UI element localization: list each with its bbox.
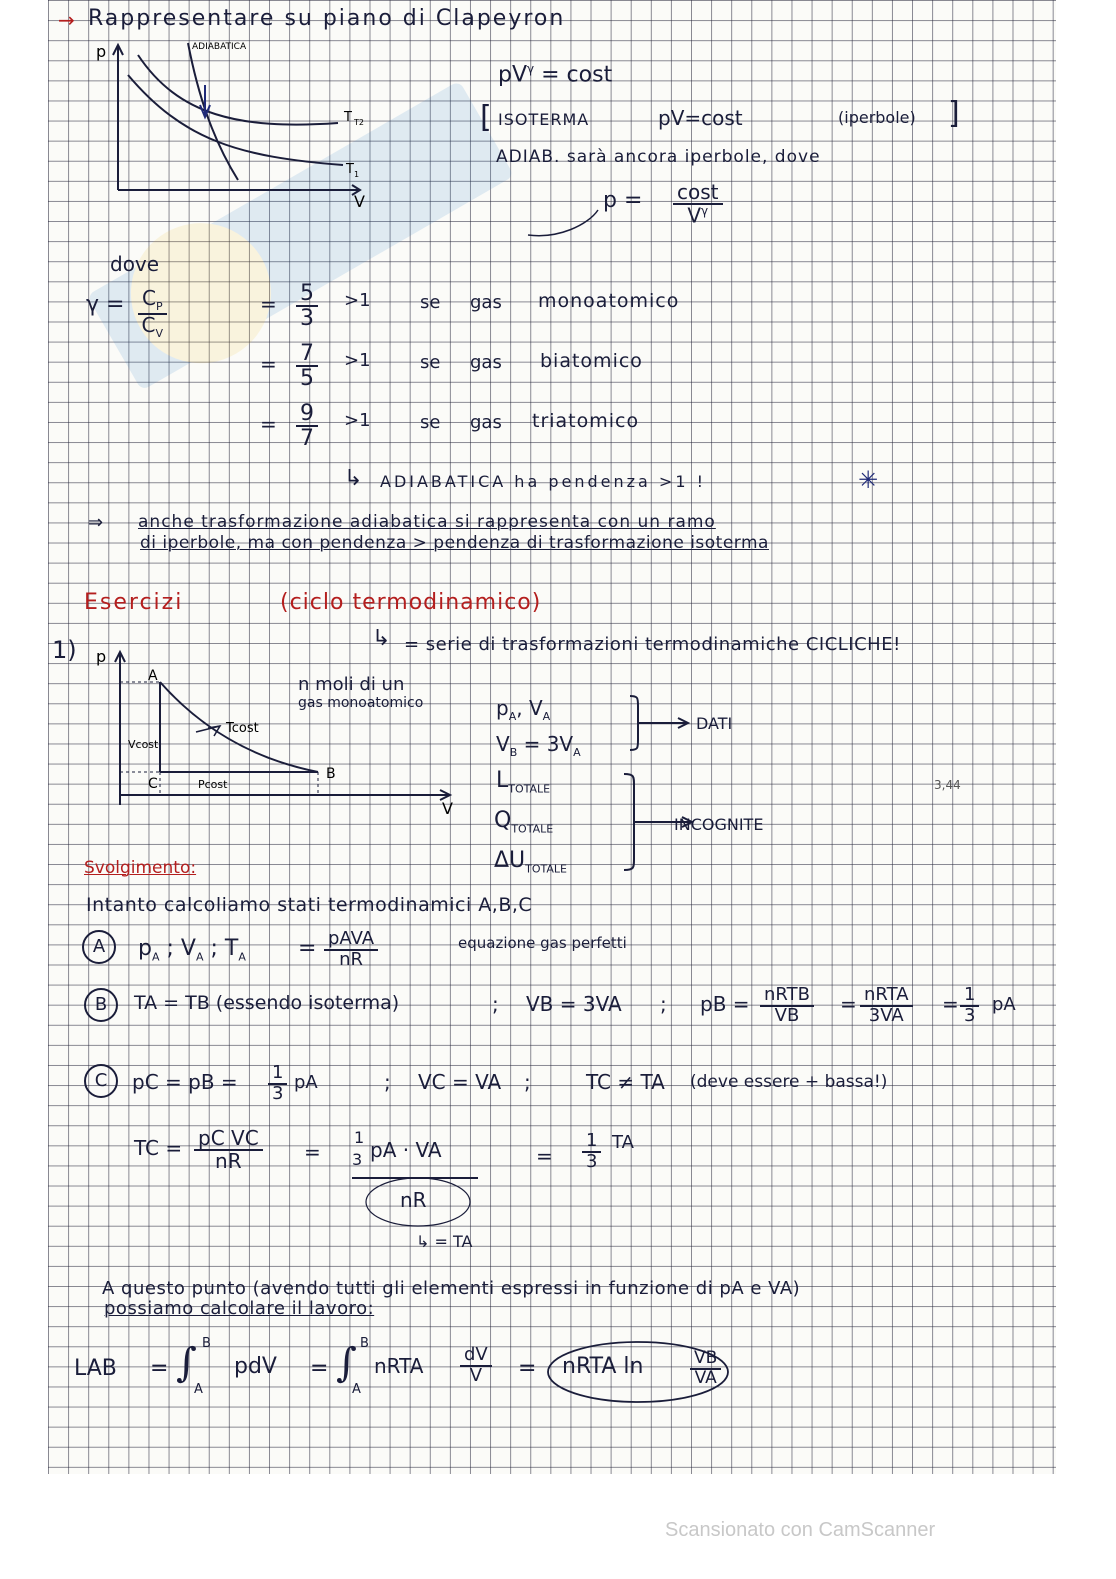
heading-title: Rappresentare su piano di Clapeyron: [88, 6, 566, 31]
t1-sub: 1: [354, 170, 360, 179]
work-line2: possiamo calcolare il lavoro:: [104, 1298, 375, 1319]
ex1-note-arrow: ↳: [372, 626, 391, 651]
isotherm-name: ISOTERMA: [498, 110, 590, 129]
isotherm-note: (iperbole): [838, 108, 916, 127]
p-eq-fraction: $\frac{\cos t}{V^\gamma}$: [673, 182, 723, 227]
heading-arrow: →: [58, 8, 75, 32]
integral-sign: ∫: [336, 1340, 357, 1386]
tc-den: nR: [400, 1188, 427, 1212]
tc-fraction: $\frac{\text{pC VC}}{nR}$: [194, 1128, 263, 1172]
state-c-vc: VC = VA: [418, 1070, 502, 1094]
ex1-note: = serie di trasformazioni termodinamiche CICLICHE!: [404, 634, 901, 655]
integral-upper: B: [360, 1336, 369, 1351]
t2-sub: T2: [354, 118, 364, 127]
exercises-subtitle: (ciclo termodinamico): [280, 590, 542, 615]
state-c-note: (deve essere + bassa!): [690, 1072, 888, 1092]
work-eq: =: [150, 1356, 169, 1381]
integral-body: pdV: [234, 1354, 277, 1379]
gamma-lhs: γ =: [86, 292, 125, 317]
dati-bracket: [626, 692, 696, 754]
adiab-line: ADIAB. sarà ancora iperbole, dove: [496, 147, 821, 167]
incognita-item: $\Delta U_{TOTALE}$: [494, 848, 568, 876]
dato-item: $p_A$, $V_A$: [496, 696, 551, 723]
state-c-fraction: $\frac{1}{3}$: [268, 1064, 287, 1104]
tc-result-fraction: $\frac{1}{3}$: [582, 1132, 601, 1172]
tc-three: 3: [352, 1150, 363, 1169]
cycle-v-label: V: [442, 799, 453, 818]
adiabatic-curve: [188, 43, 238, 180]
clapeyron-graph-adiabatic: [88, 35, 368, 215]
cycle-p-label: p: [96, 647, 107, 666]
adiabatic-label: ADIABATICA: [192, 42, 247, 52]
dove-label: dove: [110, 252, 160, 276]
tc-result-ta: TA: [612, 1132, 634, 1153]
work-eq2: =: [310, 1356, 329, 1381]
tc-num-after: pA · VA: [370, 1138, 442, 1162]
state-b-eq2: =: [840, 992, 857, 1016]
t-cost-label: Tcost: [226, 721, 259, 736]
state-c-sep: ;: [384, 1070, 391, 1094]
graph1-p-label: p: [96, 42, 107, 61]
state-b-pa: pA: [992, 994, 1016, 1015]
state-a-vars: $p_A$ ; $V_A$ ; $T_A$: [138, 936, 246, 964]
exercise-number: 1): [52, 636, 77, 664]
state-c-pa: pA: [294, 1072, 318, 1093]
state-b-fraction: nRTA 3VA: [860, 986, 913, 1026]
curly-mark: [518, 205, 608, 245]
exercises-title: Esercizi: [84, 590, 184, 615]
conclusion-line1: anche trasformazione adiabatica si rappresenta con un ramo: [138, 512, 716, 532]
integral-lower: A: [194, 1382, 203, 1397]
tc-lhs: TC =: [134, 1136, 183, 1160]
slope-text: ADIABATICA ha pendenza >1 !: [380, 472, 706, 491]
state-c-tc: TC ≠ TA: [586, 1070, 665, 1094]
work-result: nRTA ln: [562, 1354, 644, 1379]
integral-lower: A: [352, 1382, 361, 1397]
t2-label: T: [344, 110, 352, 125]
state-b-sep: ;: [492, 992, 499, 1016]
dato-item: $V_B = 3V_A$: [496, 732, 581, 759]
ln-fraction: $\frac{VB}{VA}$: [690, 1350, 721, 1388]
isotherm-eq: pV=cost: [658, 106, 743, 130]
eq-pv-gamma: $pV^\gamma = \cos t$: [498, 62, 613, 88]
state-b-text: TA = TB (essendo isoterma): [134, 992, 400, 1014]
tc-eq: =: [304, 1140, 321, 1164]
state-b-circle: B: [84, 988, 118, 1022]
graph1-v-label: V: [354, 192, 365, 211]
p-cost-label: Pcost: [198, 778, 228, 791]
conclusion-arrow: ⇒: [88, 512, 104, 533]
tc-one: 1: [354, 1128, 365, 1147]
side-note: 3,44: [934, 778, 961, 792]
incognite-label: INCOGNITE: [674, 815, 764, 834]
state-b-vb: VB = 3VA: [526, 992, 622, 1016]
point-c-label: C: [148, 776, 158, 792]
gas-mono-label: gas monoatomico: [298, 695, 424, 711]
integral-body: nRTA: [374, 1354, 424, 1378]
state-c-sep2: ;: [524, 1070, 531, 1094]
state-b-sep2: ;: [660, 992, 667, 1016]
v-cost-label: Vcost: [128, 738, 159, 751]
conclusion-line2: di iperbole, ma con pendenza > pendenza di trasformazione isoterma: [140, 533, 769, 553]
solution-title: Svolgimento:: [84, 858, 197, 878]
star-icon: ✳: [858, 466, 879, 494]
state-a-eq: =: [298, 936, 317, 961]
gamma-cp-cv-fraction: $\frac{C_P}{C_V}$: [138, 288, 167, 339]
isotherm-bracket-open: [: [480, 100, 492, 135]
dati-label: DATI: [696, 714, 733, 733]
state-b-fraction: nRTB VB: [760, 986, 814, 1026]
incognita-item: $Q_{TOTALE}$: [494, 808, 554, 836]
state-b-fraction: $\frac{1}{3}$: [960, 986, 979, 1026]
point-a-label: A: [148, 668, 158, 684]
state-c-circle: C: [84, 1064, 118, 1098]
work-lab: LAB: [74, 1356, 117, 1381]
integral-sign: ∫: [176, 1340, 197, 1386]
isotherm-bracket-close: ]: [948, 96, 960, 131]
notebook-page: → Rappresentare su piano di Clapeyron p V ADIABATICA T T2 T 1 $pV^\gamma = \cos t$ [ ISOTERMA pV=cost (iperbole) ] ADIAB. sarà ancora iperbole, dove p = $\frac{\cos t}{V^\gamma}$ dove γ = $\frac{C_P}{C_V}$ = $\frac{5}{3}$ >1 se gas monoatomico = $\frac{7}{5}$ >1 se gas biatomico = $\frac{9}{7}$ >1 se gas triatomico ↳ ADIABATICA ha pendenza >1 ! ✳ ⇒ anche trasformazione adiabatica si rappresenta con un ramo di iperbole, ma con pendenza > pendenza di trasformazione isoterma Esercizi (ciclo termodinamico) 1) ↳ = serie di trasformazioni termodinamiche CICLICHE! A B C Tcost Vcost Pcost p V n moli di un gas monoatomico $p_A$, $V_A$ $V_B = 3V_A$ DATI $L_{TOTALE}$ $Q_{TOTALE}$ $\Delta U_{TOTALE}$ INCOGNITE 3,44 Svolgimento: Intanto calcoliamo stati termodinamici A,B,C A $p_A$ ; $V_A$ ; $T_A$ = pAVA nR equazione gas perfetti B TA = TB (essendo isoterma) ; VB = 3VA ; pB = nRTB VB = nRTA 3VA = $\frac{1}{3}$ pA C pC = pB = $\frac{1}{3}$ pA ; VC = VA ; TC ≠ TA (deve essere + bassa!) TC = $\frac{\text{pC VC}}{nR}$ = 1 3 pA · VA nR = $\frac{1}{3}$ TA ↳ = TA A questo punto (avendo tutti gli elementi espressi in funzione di pA e VA) possiamo calcolare il lavoro: LAB = ∫ B A pdV = ∫ B A nRTA $\frac{dV}{V}$ = nRTA ln $\frac{VB}{VA}$: [48, 0, 1056, 1474]
state-b-pb: pB =: [700, 992, 750, 1016]
dv-fraction: $\frac{dV}{V}$: [460, 1346, 492, 1386]
tc-eq2: =: [536, 1144, 553, 1168]
state-a-fraction: pAVA nR: [324, 930, 378, 970]
state-c-text: pC = pB =: [132, 1070, 238, 1094]
n-moli-label: n moli di un: [298, 674, 405, 695]
tc-arrow-note: ↳ = TA: [416, 1232, 473, 1251]
integral-upper: B: [202, 1336, 211, 1351]
p-eq-lhs: p =: [603, 188, 643, 213]
cycle-graph: [78, 640, 458, 820]
state-a-circle: A: [82, 930, 116, 964]
camscanner-footer: Scansionato con CamScanner: [665, 1519, 936, 1541]
work-line1: A questo punto (avendo tutti gli elementi espressi in funzione di pA e VA): [102, 1278, 801, 1299]
state-a-note: equazione gas perfetti: [458, 934, 627, 952]
state-b-eq3: =: [942, 992, 959, 1016]
slope-arrow: ↳: [344, 466, 363, 491]
incognita-item: $L_{TOTALE}$: [496, 768, 551, 796]
point-b-label: B: [326, 766, 336, 782]
solution-intro: Intanto calcoliamo stati termodinamici A,B,C: [86, 894, 533, 916]
t1-label: T: [346, 162, 354, 177]
work-eq3: =: [518, 1356, 537, 1381]
